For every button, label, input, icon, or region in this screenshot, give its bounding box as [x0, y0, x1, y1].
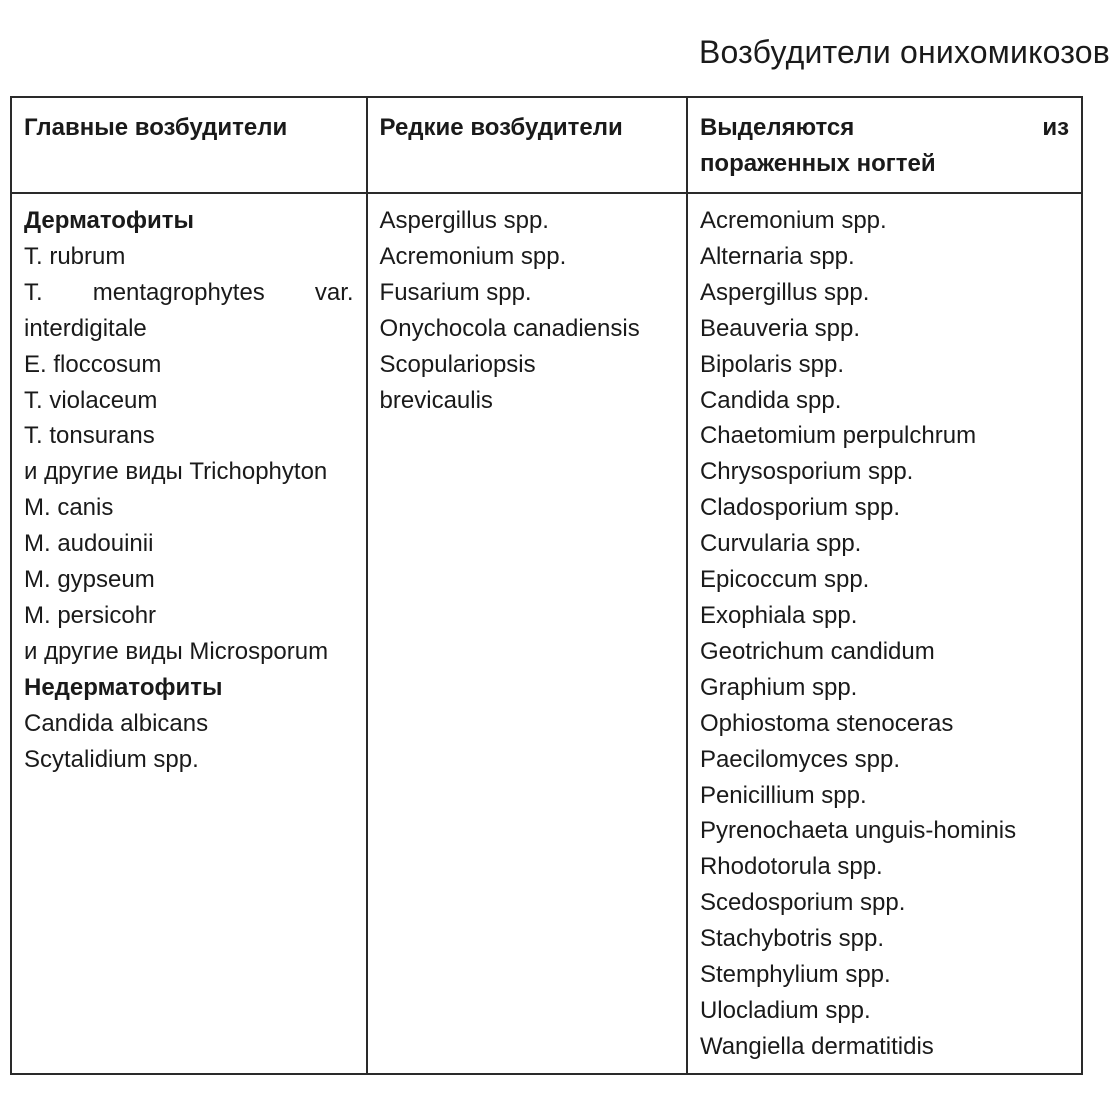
list-item: Aspergillus spp.	[699, 278, 870, 306]
list-item: Penicillium spp.	[699, 781, 867, 809]
list-item: Scedosporium spp.	[699, 889, 906, 917]
list-item: M. gypseum	[24, 566, 155, 594]
list-item: T. tonsurans	[24, 422, 155, 450]
list-item: Pyrenochaeta unguis-hominis	[699, 817, 1017, 845]
list-item: Acremonium spp.	[379, 242, 567, 270]
list-item: Onychocola canadiensis	[379, 314, 640, 342]
header-main-pathogens: Главные возбудители	[11, 97, 367, 193]
pathogen-table	[10, 96, 1083, 1075]
list-item: Geotrichum candidum	[699, 637, 935, 665]
wrapped-word-2: mentagrophytes	[92, 278, 265, 306]
list-item: Stachybotris spp.	[699, 925, 885, 953]
list-item: Acremonium spp.	[699, 207, 887, 234]
table-header-row	[11, 97, 1082, 193]
wrapped-word-1: T.	[24, 278, 43, 306]
list-item: Candida spp.	[699, 386, 842, 414]
list-item: Exophiala spp.	[699, 601, 858, 629]
header-isolated-from-nails	[687, 97, 1082, 193]
list-item: M. audouinii	[24, 530, 154, 558]
list-item: Aspergillus spp.	[379, 207, 549, 234]
list-item-wrapped	[24, 275, 354, 347]
header-rare-pathogens: Редкие возбудители	[367, 97, 687, 193]
list-item: Epicoccum spp.	[699, 566, 870, 594]
list-item: и другие виды Microsporum	[24, 637, 329, 665]
rare-pathogens-cell	[367, 193, 687, 1074]
list-item: M. canis	[24, 494, 114, 522]
list-item: T. rubrum	[24, 242, 126, 270]
wrapped-word-4: interdigitale	[24, 314, 147, 342]
list-item: Ophiostoma stenoceras	[699, 709, 954, 737]
non-dermatophytes-title: Недерматофиты	[24, 673, 223, 701]
list-item: Graphium spp.	[699, 673, 858, 701]
header-isolated-line-2: пораженных ногтей	[699, 149, 936, 177]
list-item: M. persicohr	[24, 601, 157, 629]
list-item: Chrysosporium spp.	[699, 458, 914, 486]
list-item: Chaetomium perpulchrum	[699, 422, 977, 450]
list-item: Alternaria spp.	[699, 242, 855, 270]
main-pathogens-cell	[11, 193, 367, 1074]
list-item: Scytalidium spp.	[24, 745, 199, 773]
header-isolated-word-1: Выделяются	[699, 114, 855, 141]
list-item: Stemphylium spp.	[699, 961, 891, 989]
list-item: Cladosporium spp.	[699, 494, 901, 522]
list-item: Beauveria spp.	[699, 314, 861, 342]
list-item: E. floccosum	[24, 350, 162, 378]
list-item: Rhodotorula spp.	[699, 853, 883, 881]
list-item: Scopulariopsis	[379, 350, 536, 378]
list-item: Ulocladium spp.	[699, 996, 871, 1024]
list-item: Candida albicans	[24, 709, 209, 737]
table-body-row	[11, 193, 1082, 1074]
page-title: Возбудители онихомикозов	[698, 34, 1110, 70]
wrapped-word-3: var.	[314, 278, 354, 306]
dermatophytes-title: Дерматофиты	[24, 207, 194, 234]
header-isolated-word-2: из	[1042, 114, 1069, 141]
list-item: T. violaceum	[24, 386, 158, 414]
isolated-pathogens-cell	[687, 193, 1082, 1074]
list-item: Fusarium spp.	[379, 278, 532, 306]
list-item: brevicaulis	[379, 386, 493, 414]
list-item: Wangiella dermatitidis	[699, 1032, 934, 1060]
list-item: Paecilomyces spp.	[699, 745, 901, 773]
list-item: Curvularia spp.	[699, 530, 862, 558]
list-item: Bipolaris spp.	[699, 350, 845, 378]
list-item: и другие виды Trichophyton	[24, 458, 328, 486]
